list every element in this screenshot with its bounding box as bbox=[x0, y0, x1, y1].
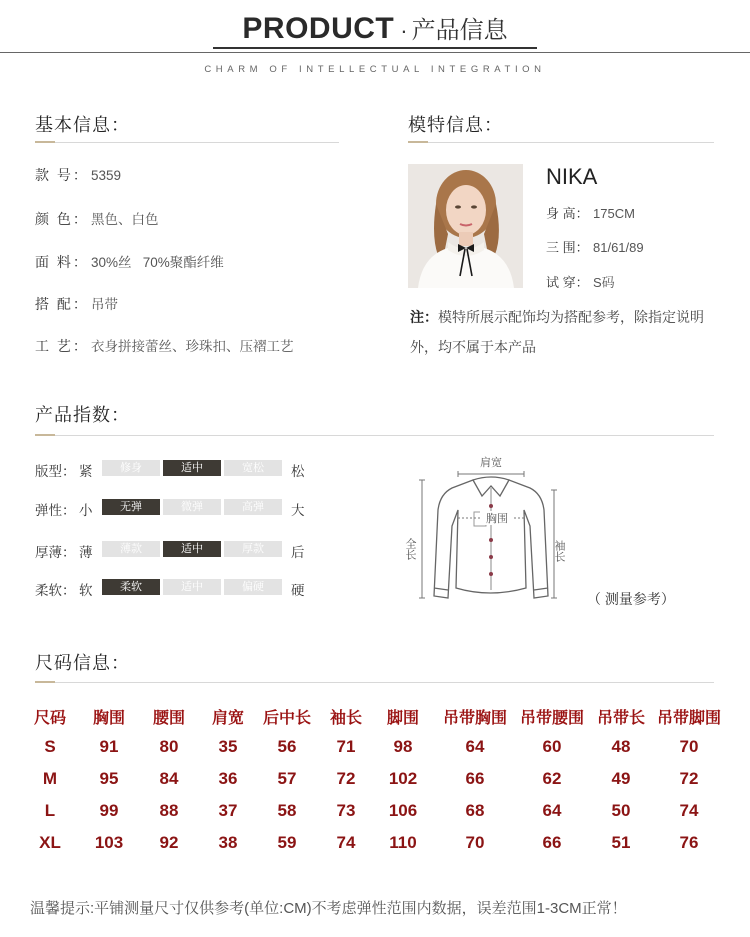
table-cell: 64 bbox=[465, 737, 485, 756]
table-header-cell: 脚围 bbox=[386, 710, 419, 727]
info-label: 颜 色： bbox=[35, 211, 89, 227]
model-row-size bbox=[546, 272, 615, 291]
measurement-tip: 温馨提示:平铺测量尺寸仅供参考(单位:CM)不考虑弹性范围内数据，误差范围1-3CM正常！ bbox=[30, 900, 627, 917]
table-header-cell: 胸围 bbox=[92, 710, 125, 727]
table-cell: 56 bbox=[277, 737, 297, 756]
table-cell: 72 bbox=[679, 769, 699, 788]
index-heading: 产品指数： bbox=[35, 405, 130, 425]
size-table-header bbox=[30, 705, 730, 731]
model-note bbox=[410, 302, 720, 362]
model-row-measurements bbox=[546, 237, 644, 256]
basic-info-accent bbox=[35, 141, 55, 143]
info-value: 吊带 bbox=[91, 297, 118, 312]
table-row bbox=[30, 801, 730, 827]
model-info-divider bbox=[408, 142, 714, 143]
model-portrait-icon bbox=[408, 164, 523, 288]
table-cell: 74 bbox=[679, 801, 699, 820]
table-cell: 35 bbox=[218, 737, 238, 756]
table-header-cell: 吊带腰围 bbox=[519, 710, 584, 727]
table-cell: 84 bbox=[159, 769, 179, 788]
index-label: 厚薄： bbox=[35, 545, 76, 560]
table-cell: 66 bbox=[465, 769, 485, 788]
table-cell: 91 bbox=[99, 737, 119, 756]
basic-info-heading: 基本信息： bbox=[35, 115, 130, 135]
table-cell: 98 bbox=[393, 737, 413, 756]
index-low: 紧 bbox=[79, 464, 93, 479]
table-cell: 36 bbox=[218, 769, 238, 788]
model-note-text: 模特所展示配饰均为搭配参考，除指定说明外，均不属于本产品 bbox=[410, 309, 704, 355]
info-value: 黑色、白色 bbox=[91, 212, 159, 227]
index-segment: 修身 bbox=[102, 460, 160, 476]
table-cell: 68 bbox=[465, 801, 485, 820]
info-label: 款 号： bbox=[35, 167, 89, 183]
table-cell: 95 bbox=[99, 769, 119, 788]
size-accent bbox=[35, 681, 55, 683]
table-cell: 49 bbox=[611, 769, 631, 788]
table-cell: 57 bbox=[277, 769, 297, 788]
index-low: 薄 bbox=[79, 545, 93, 560]
index-low: 软 bbox=[79, 583, 93, 598]
model-label: 试 穿： bbox=[546, 275, 589, 290]
index-bar bbox=[102, 541, 282, 557]
index-label: 弹性： bbox=[35, 503, 76, 518]
table-row bbox=[30, 833, 730, 859]
info-label: 搭 配： bbox=[35, 296, 89, 312]
table-cell: M bbox=[42, 769, 58, 788]
index-divider bbox=[35, 435, 714, 436]
header-subtitle: CHARM OF INTELLECTUAL INTEGRATION bbox=[204, 64, 546, 75]
measure-reference-label: （ 测量参考） bbox=[587, 591, 675, 607]
index-bar bbox=[102, 499, 282, 515]
table-cell: 92 bbox=[159, 833, 179, 852]
basic-info-divider bbox=[35, 142, 339, 143]
index-segment: 微弹 bbox=[163, 499, 221, 515]
index-label: 版型： bbox=[35, 464, 76, 479]
size-heading: 尺码信息： bbox=[35, 653, 130, 673]
info-row-style-no bbox=[35, 165, 121, 185]
index-segment: 薄款 bbox=[102, 541, 160, 557]
size-divider bbox=[35, 682, 714, 683]
header-underline bbox=[213, 47, 537, 49]
index-segment: 偏硬 bbox=[224, 579, 282, 595]
model-photo bbox=[408, 164, 523, 288]
index-segment: 适中 bbox=[163, 579, 221, 595]
table-cell: S bbox=[44, 737, 56, 756]
index-label: 柔软： bbox=[35, 583, 76, 598]
model-info-accent bbox=[408, 141, 428, 143]
model-info-heading: 模特信息： bbox=[408, 115, 503, 135]
index-segment: 适中 bbox=[163, 460, 221, 476]
info-row-match bbox=[35, 293, 118, 314]
index-segment: 高弹 bbox=[224, 499, 282, 515]
index-bar bbox=[102, 579, 282, 595]
table-cell: 64 bbox=[542, 801, 562, 820]
table-cell: 38 bbox=[218, 833, 238, 852]
table-header-cell: 肩宽 bbox=[211, 710, 244, 727]
shirt-outline-icon bbox=[434, 477, 548, 598]
model-row-height bbox=[546, 203, 635, 222]
model-value: 81/61/89 bbox=[593, 240, 644, 255]
index-high: 大 bbox=[291, 503, 305, 518]
table-cell: 71 bbox=[336, 737, 356, 756]
table-row bbox=[30, 769, 730, 795]
info-row-fabric bbox=[35, 251, 224, 272]
table-cell: 60 bbox=[542, 737, 562, 756]
shirt-measurement-diagram bbox=[400, 448, 590, 613]
table-cell: 59 bbox=[277, 833, 297, 852]
table-cell: 106 bbox=[388, 801, 418, 820]
info-row-color bbox=[35, 208, 159, 229]
index-high: 后 bbox=[291, 545, 305, 560]
header-title-zh: 产品信息 bbox=[411, 17, 508, 44]
diagram-shoulder-label: 肩宽 bbox=[480, 457, 502, 469]
index-accent bbox=[35, 434, 55, 436]
model-value: S码 bbox=[593, 275, 615, 290]
table-cell: 76 bbox=[679, 833, 699, 852]
page-header-title bbox=[0, 10, 750, 46]
table-header-cell: 后中长 bbox=[262, 710, 311, 727]
table-cell: 37 bbox=[218, 801, 238, 820]
info-value: 30%丝 70%聚酯纤维 bbox=[91, 255, 224, 270]
index-low: 小 bbox=[79, 503, 93, 518]
index-bar bbox=[102, 460, 282, 476]
table-cell: 48 bbox=[611, 737, 631, 756]
table-cell: 58 bbox=[277, 801, 297, 820]
table-cell: 66 bbox=[542, 833, 562, 852]
table-cell: 70 bbox=[679, 737, 699, 756]
table-header-cell: 吊带胸围 bbox=[442, 710, 507, 727]
table-cell: 74 bbox=[336, 833, 356, 852]
table-cell: 110 bbox=[389, 833, 417, 852]
model-name: NIKA bbox=[546, 164, 598, 189]
table-header-cell: 吊带长 bbox=[596, 710, 645, 727]
table-cell: XL bbox=[39, 833, 61, 852]
table-cell: 73 bbox=[336, 801, 356, 820]
info-row-craft bbox=[35, 335, 294, 356]
model-label: 三 围： bbox=[546, 240, 589, 255]
table-header-cell: 尺码 bbox=[33, 710, 66, 727]
header-title-en: PRODUCT bbox=[242, 12, 395, 45]
table-header-cell: 腰围 bbox=[152, 710, 185, 727]
info-label: 面 料： bbox=[35, 254, 89, 270]
model-note-label: 注： bbox=[410, 309, 438, 325]
table-header-cell: 吊带脚围 bbox=[656, 710, 721, 727]
header-divider bbox=[0, 52, 750, 53]
info-value: 衣身拼接蕾丝、珍珠扣、压褶工艺 bbox=[91, 339, 294, 354]
index-segment: 厚款 bbox=[224, 541, 282, 557]
diagram-length-label: 全长 bbox=[404, 538, 416, 560]
index-segment: 适中 bbox=[163, 541, 221, 557]
info-label: 工 艺： bbox=[35, 338, 89, 354]
model-value: 175CM bbox=[593, 206, 635, 221]
table-cell: 51 bbox=[611, 833, 631, 852]
diagram-sleeve-label: 袖长 bbox=[553, 540, 565, 562]
index-segment: 无弹 bbox=[102, 499, 160, 515]
model-label: 身 高： bbox=[546, 206, 589, 221]
index-segment: 宽松 bbox=[224, 460, 282, 476]
table-cell: 70 bbox=[465, 833, 485, 852]
table-cell: 88 bbox=[159, 801, 179, 820]
table-row bbox=[30, 737, 730, 763]
table-cell: 50 bbox=[611, 801, 631, 820]
table-cell: 80 bbox=[159, 737, 179, 756]
table-cell: 102 bbox=[388, 769, 418, 788]
table-header-cell: 袖长 bbox=[329, 710, 362, 727]
index-high: 松 bbox=[291, 464, 305, 479]
index-high: 硬 bbox=[291, 583, 305, 598]
index-segment: 柔软 bbox=[102, 579, 160, 595]
table-cell: L bbox=[44, 801, 56, 820]
table-cell: 103 bbox=[94, 833, 124, 852]
header-separator: · bbox=[400, 18, 408, 43]
table-cell: 99 bbox=[99, 801, 119, 820]
table-cell: 72 bbox=[336, 769, 356, 788]
info-value: 5359 bbox=[91, 168, 122, 183]
diagram-chest-label: 胸围 bbox=[486, 513, 508, 525]
table-cell: 62 bbox=[542, 769, 562, 788]
